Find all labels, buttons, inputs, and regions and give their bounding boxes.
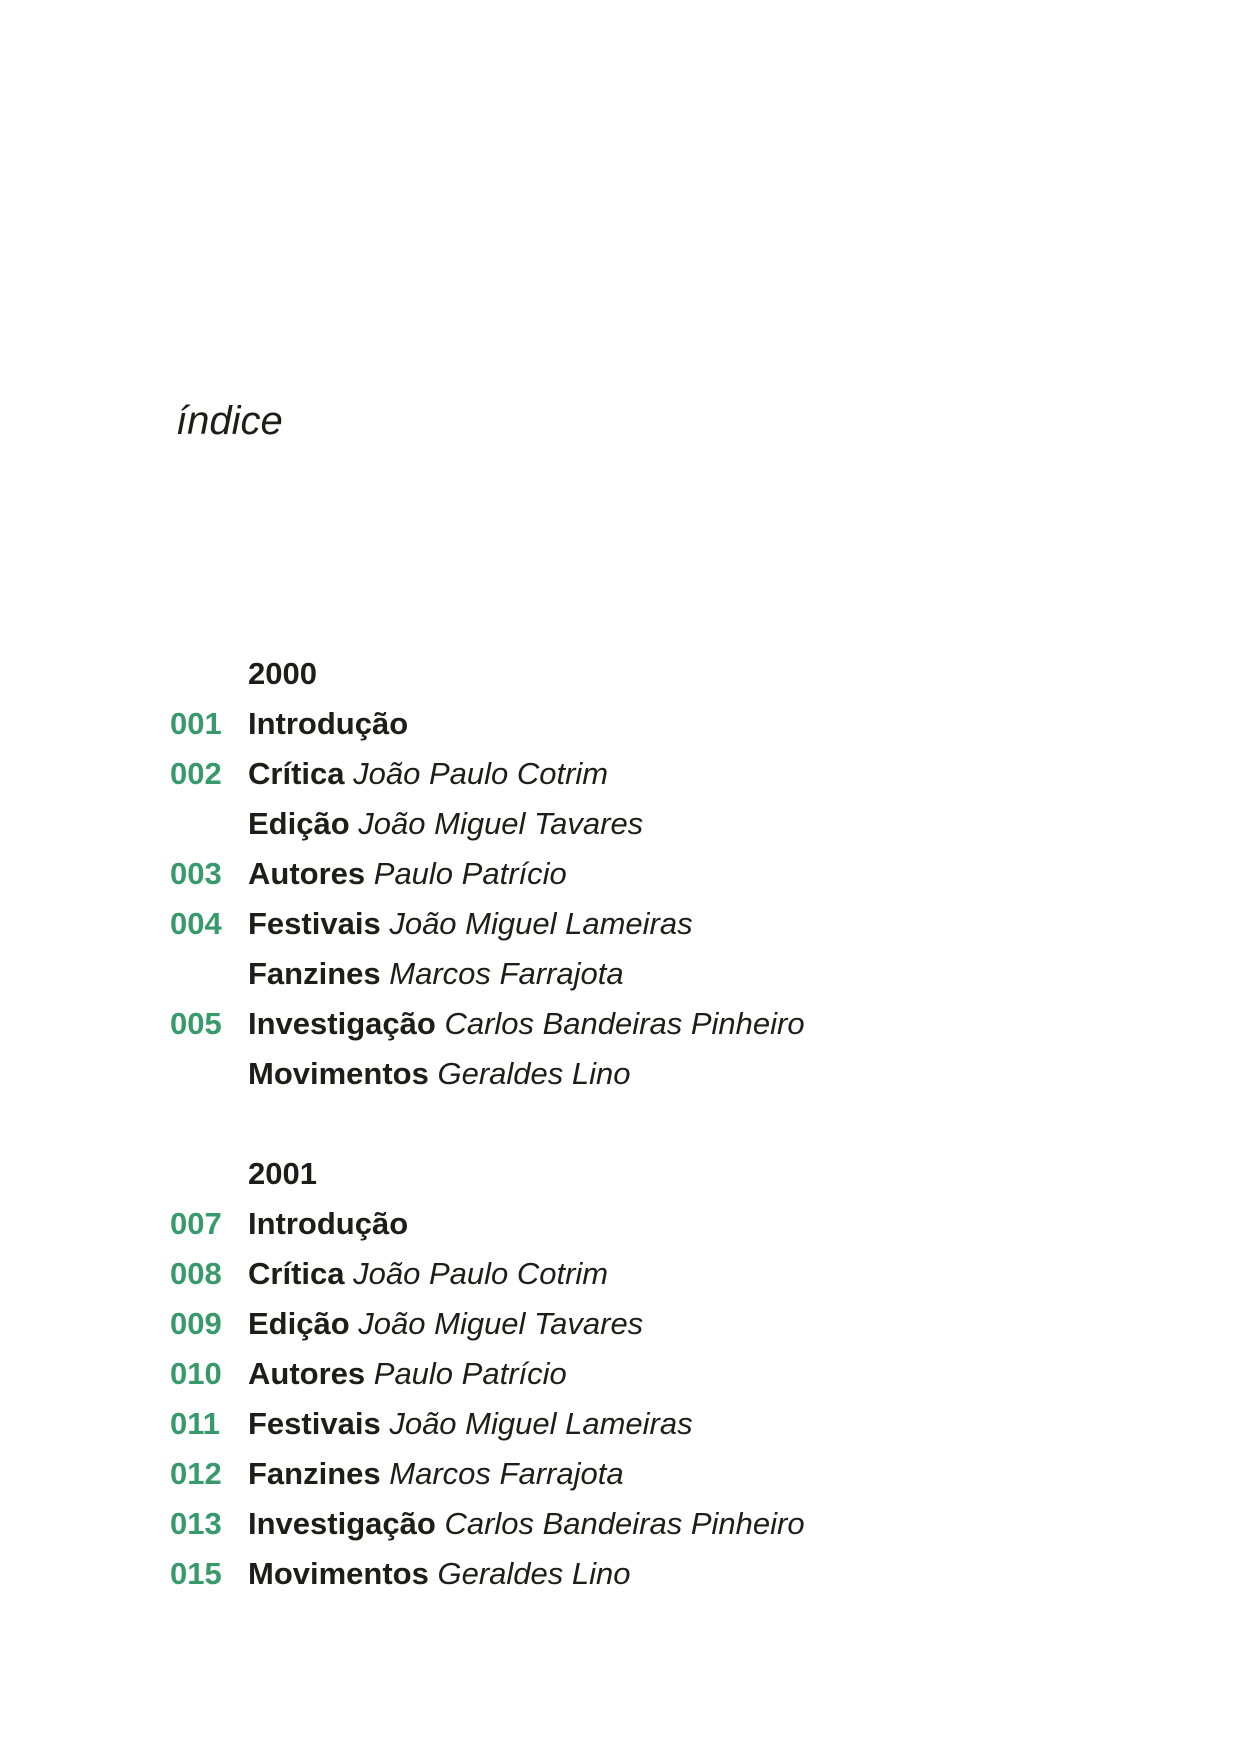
page-title: índice bbox=[176, 399, 283, 443]
toc-entry-author: João Miguel Lameiras bbox=[389, 1406, 693, 1441]
toc-list bbox=[170, 649, 805, 1599]
toc-entry-text bbox=[248, 649, 317, 699]
toc-entry-number bbox=[170, 649, 248, 699]
toc-entry-text bbox=[248, 1499, 805, 1549]
toc-entry-number: 011 bbox=[170, 1406, 221, 1441]
toc-entry-text bbox=[248, 949, 624, 999]
toc-row bbox=[170, 1399, 805, 1449]
toc-entry-number bbox=[170, 799, 248, 849]
toc-entry-author: João Miguel Tavares bbox=[358, 1306, 644, 1341]
toc-entry-text bbox=[248, 899, 693, 949]
toc-entry-number: 015 bbox=[170, 1556, 222, 1591]
toc-entry-text bbox=[248, 1299, 643, 1349]
toc-entry-text bbox=[248, 1199, 408, 1249]
toc-entry-number: 012 bbox=[170, 1456, 222, 1491]
toc-entry-title: Autores bbox=[248, 1356, 366, 1391]
toc-entry-title: Fanzines bbox=[248, 956, 381, 991]
toc-entry-title: Autores bbox=[248, 856, 366, 891]
toc-entry-title: Edição bbox=[248, 1306, 350, 1341]
toc-row bbox=[170, 1549, 805, 1599]
toc-entry-author: Paulo Patrício bbox=[373, 1356, 567, 1391]
toc-entry-text bbox=[248, 849, 567, 899]
toc-row bbox=[170, 999, 805, 1049]
toc-entry-title: Investigação bbox=[248, 1006, 436, 1041]
toc-entry-author: Geraldes Lino bbox=[437, 1556, 631, 1591]
toc-row bbox=[170, 1249, 805, 1299]
toc-entry-title: Investigação bbox=[248, 1506, 436, 1541]
toc-row bbox=[170, 699, 805, 749]
toc-row bbox=[170, 849, 805, 899]
toc-entry-title: Introdução bbox=[248, 706, 409, 741]
toc-entry-text bbox=[248, 1149, 317, 1199]
toc-row bbox=[170, 749, 805, 799]
toc-entry-text bbox=[248, 999, 805, 1049]
toc-row bbox=[170, 949, 805, 999]
toc-entry-number: 002 bbox=[170, 756, 222, 791]
toc-entry-title: Fanzines bbox=[248, 1456, 381, 1491]
toc-year-header: 2001 bbox=[248, 1156, 317, 1191]
toc-entry-author: João Miguel Lameiras bbox=[389, 906, 693, 941]
toc-entry-author: João Miguel Tavares bbox=[358, 806, 644, 841]
toc-entry-author: Carlos Bandeiras Pinheiro bbox=[444, 1006, 805, 1041]
toc-row bbox=[170, 1349, 805, 1399]
toc-year-header: 2000 bbox=[248, 656, 317, 691]
toc-entry-number: 004 bbox=[170, 906, 222, 941]
toc-entry-number: 003 bbox=[170, 856, 222, 891]
toc-row bbox=[170, 1499, 805, 1549]
toc-entry-number bbox=[170, 1149, 248, 1199]
toc-entry-title: Festivais bbox=[248, 1406, 381, 1441]
toc-entry-text bbox=[248, 1449, 624, 1499]
toc-year-row bbox=[170, 1149, 805, 1199]
toc-year-row bbox=[170, 649, 805, 699]
toc-entry-author: Geraldes Lino bbox=[437, 1056, 631, 1091]
toc-entry-number bbox=[170, 1049, 248, 1099]
toc-entry-author: João Paulo Cotrim bbox=[353, 756, 609, 791]
toc-entry-text bbox=[248, 1349, 567, 1399]
toc-entry-number: 009 bbox=[170, 1306, 222, 1341]
toc-entry-title: Movimentos bbox=[248, 1056, 429, 1091]
toc-entry-author: Carlos Bandeiras Pinheiro bbox=[444, 1506, 805, 1541]
toc-row bbox=[170, 1049, 805, 1099]
toc-row bbox=[170, 1199, 805, 1249]
toc-row bbox=[170, 1449, 805, 1499]
toc-entry-number: 005 bbox=[170, 1006, 222, 1041]
toc-entry-author: João Paulo Cotrim bbox=[353, 1256, 609, 1291]
toc-entry-title: Crítica bbox=[248, 1256, 345, 1291]
toc-entry-text bbox=[248, 799, 643, 849]
toc-entry-title: Crítica bbox=[248, 756, 345, 791]
toc-entry-author: Marcos Farrajota bbox=[389, 956, 624, 991]
toc-entry-title: Introdução bbox=[248, 1206, 409, 1241]
toc-row bbox=[170, 1299, 805, 1349]
toc-entry-number: 007 bbox=[170, 1206, 222, 1241]
toc-entry-author: Paulo Patrício bbox=[373, 856, 567, 891]
toc-entry-text bbox=[248, 1049, 631, 1099]
toc-entry-text bbox=[248, 1399, 693, 1449]
section-spacer bbox=[170, 1099, 805, 1149]
toc-entry-author: Marcos Farrajota bbox=[389, 1456, 624, 1491]
toc-entry-title: Edição bbox=[248, 806, 350, 841]
toc-entry-text bbox=[248, 1549, 631, 1599]
toc-entry-number: 013 bbox=[170, 1506, 222, 1541]
toc-entry-text bbox=[248, 749, 608, 799]
toc-entry-text bbox=[248, 1249, 608, 1299]
toc-row bbox=[170, 799, 805, 849]
toc-entry-text bbox=[248, 699, 408, 749]
toc-entry-number: 001 bbox=[170, 706, 222, 741]
toc-entry-number: 008 bbox=[170, 1256, 222, 1291]
toc-row bbox=[170, 899, 805, 949]
toc-entry-title: Movimentos bbox=[248, 1556, 429, 1591]
toc-entry-title: Festivais bbox=[248, 906, 381, 941]
toc-entry-number bbox=[170, 949, 248, 999]
toc-entry-number: 010 bbox=[170, 1356, 222, 1391]
